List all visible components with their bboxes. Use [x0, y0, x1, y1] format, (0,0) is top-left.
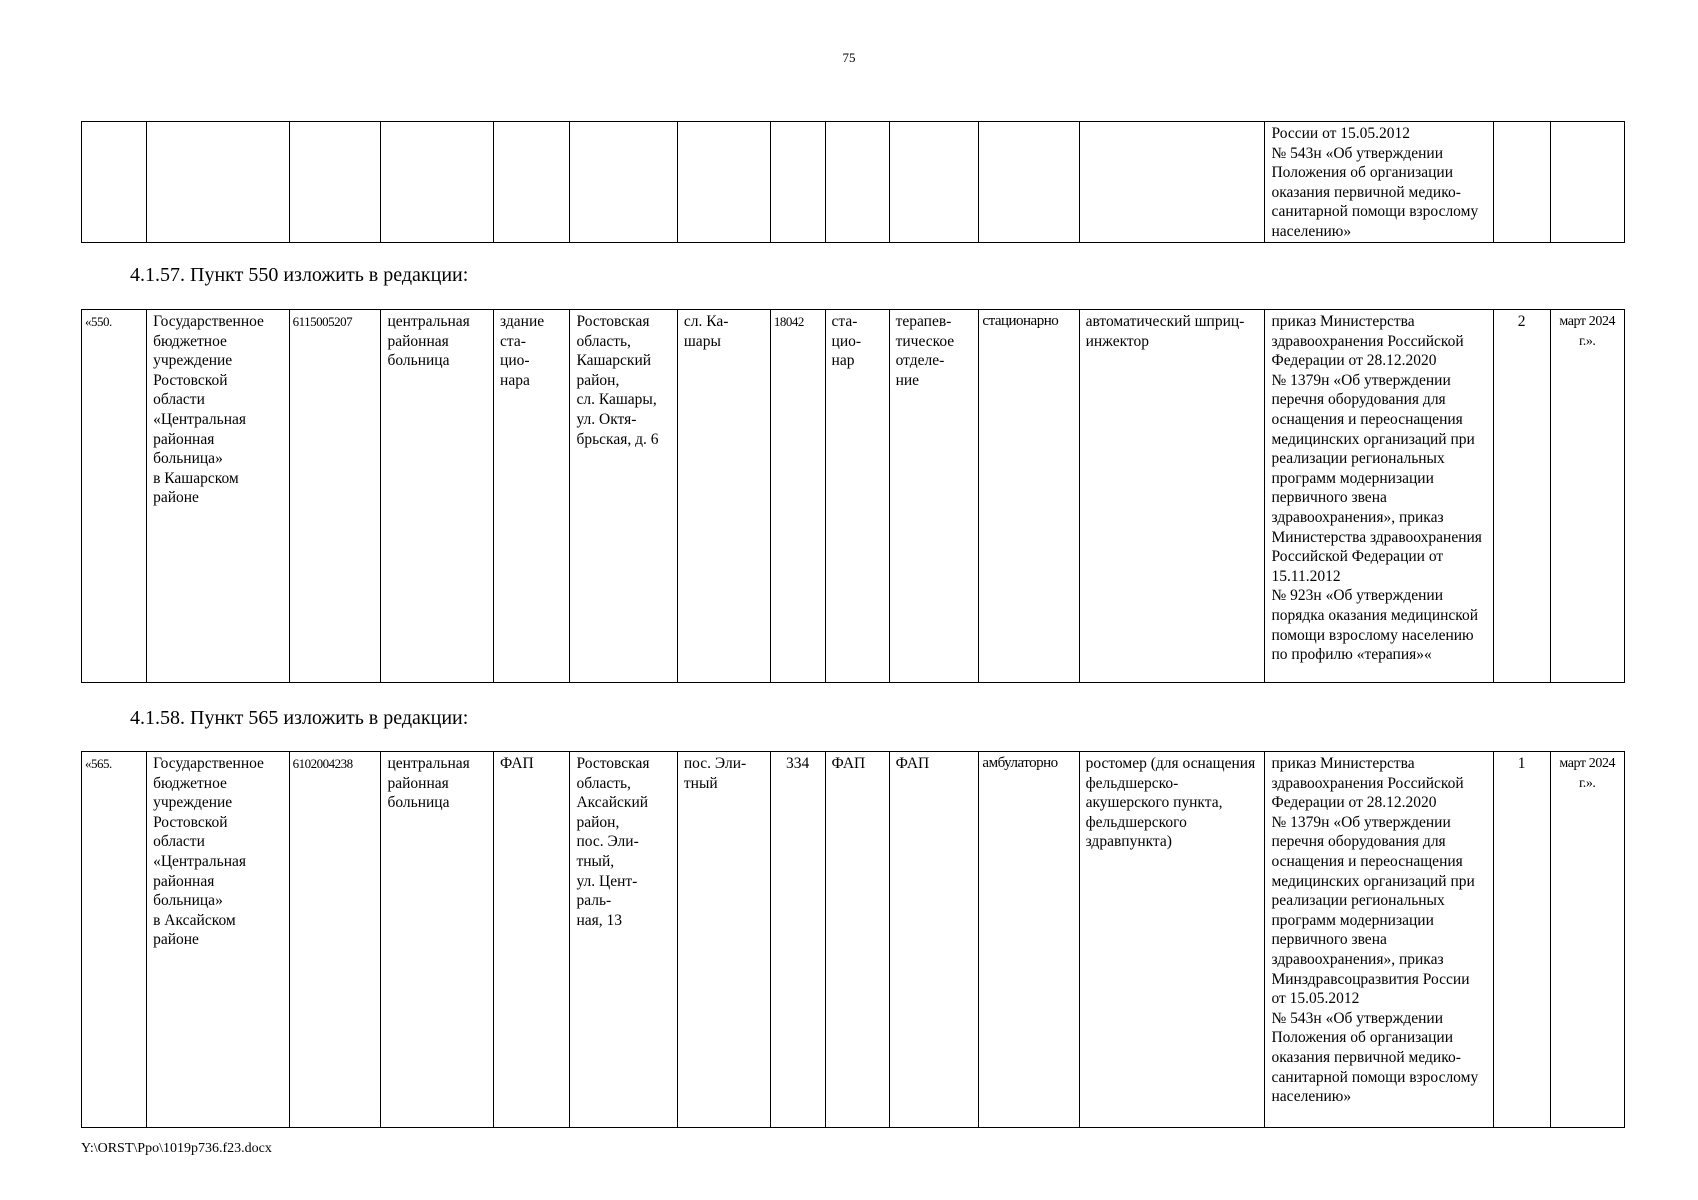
cell-care-form	[979, 122, 1079, 243]
cell-institution: Государственное бюджетное учреждение Ростовской области «Центральная районная больница» в Кашарском районе	[147, 310, 290, 683]
cell-department: терапев- тическое отделе- ние	[889, 310, 979, 683]
cell-quantity	[1493, 122, 1550, 243]
cell-unit	[825, 122, 889, 243]
cell-care-form: амбулаторно	[979, 752, 1079, 1128]
cell-number: «565.	[82, 752, 147, 1128]
item-565-table	[81, 751, 1625, 1128]
cell-building: здание ста- цио- нара	[494, 310, 570, 683]
cell-date: март 2024 г.».	[1550, 752, 1624, 1128]
page-number: 75	[842, 50, 856, 65]
cell-inn: 6102004238	[289, 752, 381, 1128]
cell-settlement	[677, 122, 770, 243]
cell-basis: России от 15.05.2012 № 543н «Об утверждении Положения об организации оказания первичной медико-санитарной помощи взрослому населению»	[1265, 122, 1493, 243]
cell-building: ФАП	[494, 752, 570, 1128]
cell-building	[494, 122, 570, 243]
section-heading-550: 4.1.57. Пункт 550 изложить в редакции:	[130, 264, 469, 286]
cell-address: Ростовская область, Аксайский район, пос. Эли- тный, ул. Цент- раль- ная, 13	[570, 752, 677, 1128]
cell-number: «550.	[82, 310, 147, 683]
cell-inn	[289, 122, 381, 243]
cell-quantity: 1	[1493, 752, 1550, 1128]
cell-population	[770, 122, 825, 243]
table-row	[82, 752, 1625, 1128]
cell-unit: ста- цио- нар	[825, 310, 889, 683]
cell-quantity: 2	[1493, 310, 1550, 683]
cell-equipment: ростомер (для оснащения фельдшерско-акушерского пункта, фельдшерского здравпункта)	[1079, 752, 1265, 1128]
cell-number	[82, 122, 147, 243]
cell-unit: ФАП	[825, 752, 889, 1128]
item-550-table	[81, 309, 1625, 683]
cell-address	[570, 122, 677, 243]
table-row	[82, 310, 1625, 683]
continuation-table	[81, 121, 1625, 243]
cell-basis: приказ Министерства здравоохранения Российской Федерации от 28.12.2020 № 1379н «Об утверждении перечня оборудования для оснащения и переоснащения медицинских организаций при реализации региональных программ модернизации первичного звена здравоохранения», приказ Министерства здравоохранения Российской Федерации от 15.11.2012 № 923н «Об утверждении порядка оказания медицинской помощи взрослому населению по профилю «терапия»«	[1265, 310, 1493, 683]
cell-equipment	[1079, 122, 1265, 243]
cell-settlement: пос. Эли- тный	[677, 752, 770, 1128]
cell-date: март 2024 г.».	[1550, 310, 1624, 683]
table-row	[82, 122, 1625, 243]
cell-institution: Государственное бюджетное учреждение Ростовской области «Центральная районная больница» в Аксайском районе	[147, 752, 290, 1128]
cell-equipment: автоматический шприц-инжектор	[1079, 310, 1265, 683]
cell-population: 18042	[770, 310, 825, 683]
cell-population: 334	[770, 752, 825, 1128]
section-heading-565: 4.1.58. Пункт 565 изложить в редакции:	[130, 707, 469, 729]
cell-address: Ростовская область, Кашарский район, сл. Кашары, ул. Октя- брьская, д. 6	[570, 310, 677, 683]
cell-inn: 6115005207	[289, 310, 381, 683]
cell-type	[381, 122, 494, 243]
cell-type: центральная районная больница	[381, 752, 494, 1128]
cell-care-form: стационарно	[979, 310, 1079, 683]
cell-department	[889, 122, 979, 243]
cell-date	[1550, 122, 1624, 243]
cell-department: ФАП	[889, 752, 979, 1128]
footer-file-path: Y:\ORST\Ppo\1019p736.f23.docx	[81, 1141, 272, 1156]
cell-basis: приказ Министерства здравоохранения Российской Федерации от 28.12.2020 № 1379н «Об утверждении перечня оборудования для оснащения и переоснащения медицинских организаций при реализации региональных программ модернизации первичного звена здравоохранения», приказ Минздравсоцразвития России от 15.05.2012 № 543н «Об утверждении Положения об организации оказания первичной медико-санитарной помощи взрослому населению»	[1265, 752, 1493, 1128]
cell-institution	[147, 122, 290, 243]
cell-settlement: сл. Ка- шары	[677, 310, 770, 683]
cell-type: центральная районная больница	[381, 310, 494, 683]
